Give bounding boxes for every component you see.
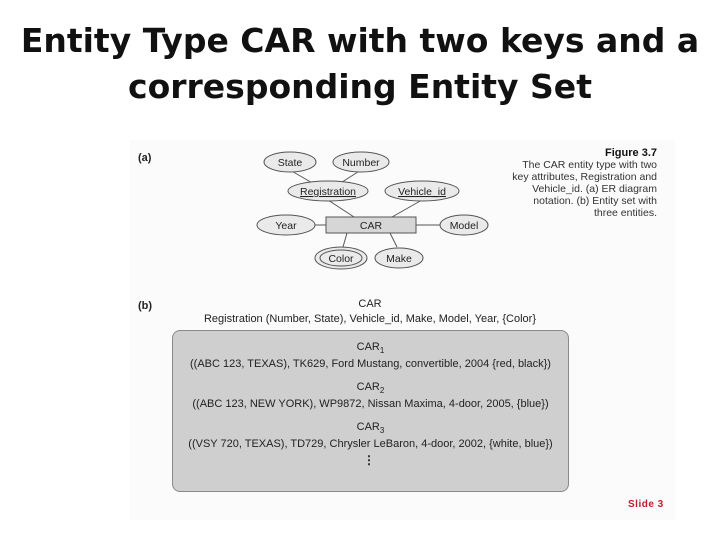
panel-a-label: (a) bbox=[138, 152, 152, 164]
caption-line: three entities. bbox=[593, 207, 657, 219]
attr-vehicle-id-label: Vehicle_id bbox=[398, 186, 446, 198]
caption-line: Vehicle_id. (a) ER diagram bbox=[532, 183, 657, 195]
slide-title bbox=[0, 18, 720, 110]
connector-make-car bbox=[390, 233, 397, 247]
entity-car-3 bbox=[173, 421, 568, 451]
continuation-dots: ⋮ bbox=[363, 453, 375, 467]
slide-title-line-1: Entity Type CAR with two keys and a bbox=[20, 21, 700, 60]
entity-name: $CAR_2$ bbox=[356, 381, 385, 396]
entity-car-1 bbox=[173, 341, 568, 371]
panel-b-label: (b) bbox=[138, 300, 153, 312]
attr-color-label: Color bbox=[328, 253, 354, 265]
attr-state-label: State bbox=[277, 157, 303, 169]
connector-color-car bbox=[343, 233, 347, 247]
entity-car-label: CAR bbox=[359, 220, 383, 232]
attr-registration-label: Registration bbox=[299, 186, 357, 198]
entity-values: ((ABC 123, NEW YORK), WP9872, Nissan Maxima, 4-door, 2005, {blue}) bbox=[192, 398, 549, 411]
entity-name: $CAR_1$ bbox=[356, 341, 385, 356]
attr-year-label: Year bbox=[275, 220, 297, 232]
entity-set-schema: Registration (Number, State), Vehicle_id, Make, Model, Year, {Color} bbox=[203, 313, 536, 325]
slide-title-line-2: corresponding Entity Set bbox=[128, 67, 592, 106]
connector-registration-car bbox=[328, 200, 354, 217]
caption-line: key attributes, Registration and bbox=[512, 171, 657, 183]
entity-set-box bbox=[172, 330, 569, 492]
entity-car-2 bbox=[173, 381, 568, 411]
entity-values: ((VSY 720, TEXAS), TD729, Chrysler LeBaron, 4-door, 2002, {white, blue}) bbox=[188, 438, 553, 451]
attr-number-label: Number bbox=[342, 157, 380, 169]
attr-model-label: Model bbox=[449, 220, 479, 232]
entity-name: $CAR_3$ bbox=[356, 421, 385, 436]
connector-vehicle-id-car bbox=[392, 200, 422, 217]
er-diagram bbox=[130, 140, 675, 280]
attr-make-label: Make bbox=[386, 253, 412, 265]
slide-number-tag: Slide 3 bbox=[628, 499, 664, 510]
entity-values: ((ABC 123, TEXAS), TK629, Ford Mustang, convertible, 2004 {red, black}) bbox=[190, 358, 551, 371]
figure-3-7 bbox=[130, 140, 675, 520]
caption-line: The CAR entity type with two bbox=[522, 159, 657, 171]
caption-line: notation. (b) Entity set with bbox=[533, 195, 657, 207]
entity-set-title: CAR bbox=[358, 298, 382, 310]
figure-number: Figure 3.7 bbox=[605, 147, 657, 159]
